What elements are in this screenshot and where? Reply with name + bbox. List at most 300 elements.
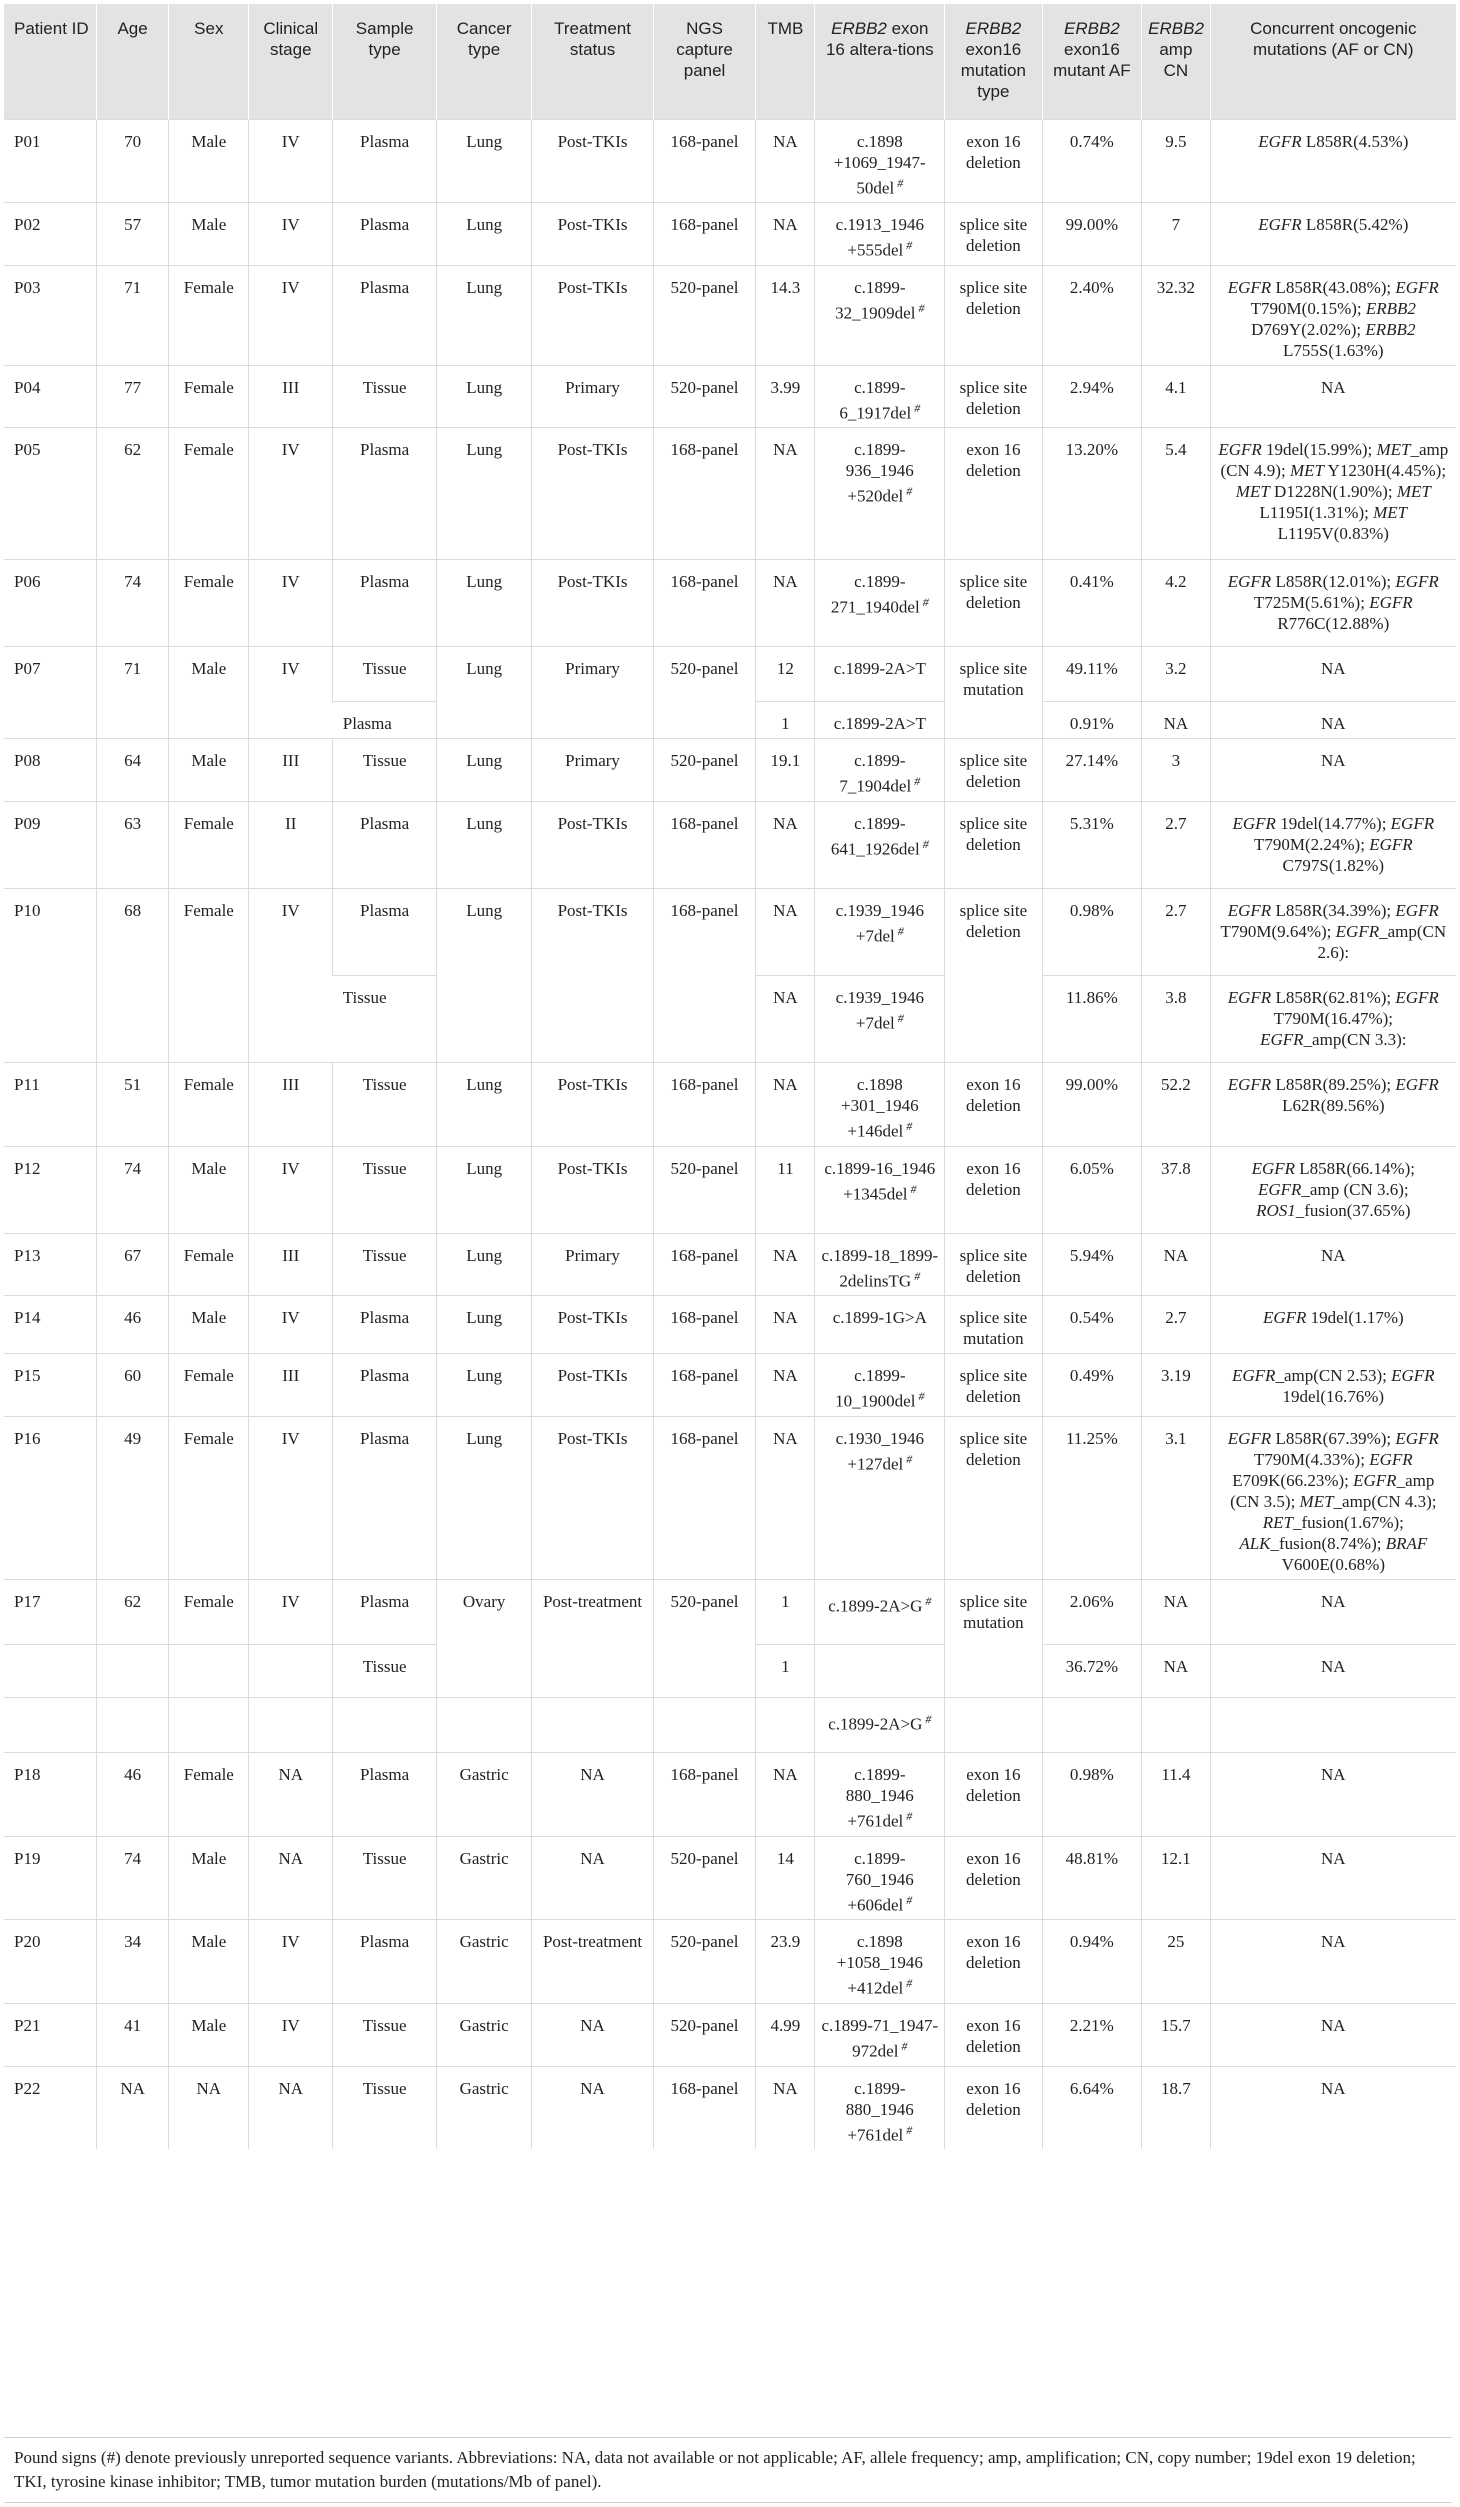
concurrent-mutations-cell <box>1210 1354 1456 1417</box>
treatment-cell: Primary <box>532 739 653 802</box>
novel-variant-mark: # <box>894 175 904 190</box>
mutant-af-cell: 0.54% <box>1042 1296 1142 1354</box>
gene-name: EGFR <box>1227 1429 1272 1449</box>
mutation-text: _fusion(1.67%); <box>1292 1513 1404 1533</box>
amp-cn-cell: 37.8 <box>1142 1146 1210 1233</box>
stage-cell: III <box>249 739 333 802</box>
tmb-cell: 19.1 <box>756 739 815 802</box>
concurrent-mutations-cell: NA <box>1210 702 1456 739</box>
concurrent-mutations-cell <box>1210 203 1456 266</box>
panel-cell: 520-panel <box>653 1146 756 1233</box>
treatment-cell: NA <box>532 1836 653 1920</box>
gene-name: BRAF <box>1385 1534 1428 1554</box>
alteration-cell <box>815 1063 945 1147</box>
alteration-text: c.1899-880_1946 +761del <box>845 2078 914 2145</box>
alteration-cell <box>815 1920 945 2004</box>
mutation-text: L1195V(0.83%) <box>1277 524 1389 544</box>
patient-id-cell: P04 <box>4 365 96 428</box>
age-cell: 60 <box>96 1354 169 1417</box>
gene-name: EGFR <box>1395 277 1439 297</box>
mutation-text: T790M(4.33%); <box>1253 1450 1370 1470</box>
age-cell: 71 <box>96 265 169 365</box>
concurrent-mutations-cell: NA <box>1210 1580 1456 1645</box>
novel-variant-mark: # <box>911 774 921 789</box>
mutation-type-cell: exon 16 deletion <box>945 2066 1042 2149</box>
mutation-text: L858R(62.81%); <box>1271 988 1396 1008</box>
sex-cell: Female <box>169 1233 249 1296</box>
cancer-type-cell: Lung <box>436 265 531 365</box>
mutation-type-cell: splice site mutation <box>945 1580 1042 1698</box>
amp-cn-cell: 3.2 <box>1142 647 1210 702</box>
header-concurrent-mutations: Concurrent oncogenic mutations (AF or CN) <box>1210 4 1456 119</box>
cancer-type-cell: Lung <box>436 119 531 203</box>
panel-cell: 168-panel <box>653 802 756 889</box>
age-cell: 41 <box>96 2004 169 2067</box>
novel-variant-mark: # <box>922 1712 932 1727</box>
alteration-cell <box>815 1354 945 1417</box>
table-row <box>4 1698 1456 1753</box>
age-cell: 62 <box>96 428 169 560</box>
sex-cell: Male <box>169 1146 249 1233</box>
novel-variant-mark: # <box>894 924 904 939</box>
patient-id-cell: P05 <box>4 428 96 560</box>
novel-variant-mark: # <box>903 1809 913 1824</box>
amp-cn-cell: 9.5 <box>1142 119 1210 203</box>
novel-variant-mark: # <box>903 1452 913 1467</box>
alteration-cell <box>815 560 945 647</box>
stage-cell: IV <box>249 889 333 1063</box>
gene-name: EGFR <box>1335 922 1380 942</box>
alteration-text: c.1899-16_1946 +1345del <box>824 1158 936 1204</box>
mutation-text: _amp (CN 3.6); <box>1301 1179 1409 1199</box>
alteration-text: c.1899-18_1899-2delinsTG <box>821 1245 939 1291</box>
mutation-text: _fusion(37.65%) <box>1295 1200 1411 1220</box>
table-row <box>4 2004 1456 2067</box>
panel-cell: 168-panel <box>653 203 756 266</box>
mutant-af-cell: 2.06% <box>1042 1580 1142 1645</box>
gene-name: EGFR <box>1227 988 1272 1008</box>
table-row <box>4 1063 1456 1147</box>
treatment-cell: Post-TKIs <box>532 560 653 647</box>
header-gene: ERBB2 <box>1064 19 1120 38</box>
mutant-af-cell: 36.72% <box>1042 1645 1142 1698</box>
alteration-cell <box>815 265 945 365</box>
gene-name: ERBB2 <box>1365 298 1416 318</box>
header-sex: Sex <box>169 4 249 119</box>
concurrent-mutations-cell: NA <box>1210 2066 1456 2149</box>
tmb-cell: NA <box>756 1063 815 1147</box>
patient-id-cell: P13 <box>4 1233 96 1296</box>
table-row <box>4 428 1456 560</box>
sample-type-cell: Plasma <box>333 119 437 203</box>
age-cell: 62 <box>96 1580 169 1645</box>
novel-variant-mark: # <box>903 1119 913 1134</box>
gene-name: EGFR <box>1353 1471 1397 1491</box>
patient-id-cell: P16 <box>4 1417 96 1580</box>
patient-id-cell: P02 <box>4 203 96 266</box>
amp-cn-cell: 2.7 <box>1142 889 1210 976</box>
sex-cell: Male <box>169 739 249 802</box>
gene-name: RET <box>1262 1513 1293 1533</box>
sex-cell: Female <box>169 889 249 1063</box>
mutation-text: L755S(1.63%) <box>1283 340 1384 360</box>
gene-name: EGFR <box>1260 1030 1304 1050</box>
panel-cell: 520-panel <box>653 647 756 739</box>
mutation-text: T790M(9.64%); <box>1220 922 1336 942</box>
sample-type-cell: Tissue <box>333 1645 437 1698</box>
mutant-af-cell <box>1042 1698 1142 1753</box>
novel-variant-mark: # <box>922 1594 932 1609</box>
sex-cell: Female <box>169 1417 249 1580</box>
sex-cell: Male <box>169 203 249 266</box>
stage-cell <box>249 1645 333 1698</box>
cancer-type-cell: Lung <box>436 739 531 802</box>
tmb-cell: NA <box>756 1296 815 1354</box>
age-cell: 34 <box>96 1920 169 2004</box>
mutant-af-cell: 0.41% <box>1042 560 1142 647</box>
novel-variant-mark: # <box>898 2039 908 2054</box>
patient-id-cell <box>4 1645 96 1698</box>
sex-cell <box>169 1698 249 1753</box>
sex-cell: Male <box>169 1836 249 1920</box>
alteration-text: c.1898 +1058_1946 +412del <box>836 1932 923 1999</box>
mutation-text: _amp(CN 2.53); <box>1275 1366 1392 1386</box>
alteration-text: c.1899-2A>G <box>828 1596 923 1616</box>
patient-id-cell: P19 <box>4 1836 96 1920</box>
amp-cn-cell <box>1142 1698 1210 1753</box>
alteration-text: c.1899-936_1946 +520del <box>845 440 914 507</box>
cancer-type-cell: Lung <box>436 1296 531 1354</box>
cancer-type-cell: Lung <box>436 1417 531 1580</box>
table-row <box>4 1146 1456 1233</box>
panel-cell: 520-panel <box>653 1920 756 2004</box>
alteration-text: c.1899-10_1900del <box>835 1366 916 1412</box>
sample-type-cell: Plasma <box>333 203 437 266</box>
mutant-af-cell: 49.11% <box>1042 647 1142 702</box>
table-row <box>4 1296 1456 1354</box>
novel-variant-mark: # <box>915 1389 925 1404</box>
table-body <box>4 119 1456 2149</box>
cancer-type-cell: Gastric <box>436 1753 531 1837</box>
gene-name: MET <box>1396 482 1431 502</box>
sex-cell <box>169 1645 249 1698</box>
sample-type-cell: Plasma <box>333 1753 437 1837</box>
age-cell: 77 <box>96 365 169 428</box>
age-cell: NA <box>96 2066 169 2149</box>
tmb-cell: 14 <box>756 1836 815 1920</box>
novel-variant-mark: # <box>903 1892 913 1907</box>
sample-type-cell: Tissue <box>333 1146 437 1233</box>
mutant-af-cell: 2.94% <box>1042 365 1142 428</box>
age-cell: 74 <box>96 1836 169 1920</box>
alteration-text: c.1899-880_1946 +761del <box>845 1765 914 1831</box>
tmb-cell: NA <box>756 1233 815 1296</box>
alteration-cell <box>815 1296 945 1354</box>
age-cell: 57 <box>96 203 169 266</box>
alteration-text: c.1898 +1069_1947-50del <box>833 131 926 198</box>
tmb-cell: 1 <box>756 702 815 739</box>
panel-cell: 520-panel <box>653 265 756 365</box>
table-row <box>4 889 1456 976</box>
panel-cell: 168-panel <box>653 1233 756 1296</box>
header-amp-cn <box>1142 4 1210 119</box>
alteration-text: c.1899-2A>G <box>828 1714 923 1734</box>
novel-variant-mark: # <box>919 595 929 610</box>
mutation-type-cell: exon 16 deletion <box>945 1063 1042 1147</box>
mutation-type-cell <box>945 1698 1042 1753</box>
panel-cell <box>653 1698 756 1753</box>
age-cell: 74 <box>96 1146 169 1233</box>
cancer-type-cell: Lung <box>436 1354 531 1417</box>
header-exon16-alterations <box>815 4 945 119</box>
cancer-type-cell: Gastric <box>436 2066 531 2149</box>
stage-cell: III <box>249 1354 333 1417</box>
stage-cell: IV <box>249 647 333 739</box>
mutation-type-cell: exon 16 deletion <box>945 1836 1042 1920</box>
stage-cell: IV <box>249 265 333 365</box>
patient-id-cell: P21 <box>4 2004 96 2067</box>
panel-cell: 168-panel <box>653 1063 756 1147</box>
gene-name: EGFR <box>1258 215 1302 235</box>
mutation-text: _amp (CN 4.9); <box>1220 440 1449 481</box>
table-row <box>4 647 1456 702</box>
mutant-af-cell: 0.98% <box>1042 889 1142 976</box>
sex-cell: Male <box>169 647 249 739</box>
concurrent-mutations-cell <box>1210 1698 1456 1753</box>
gene-name: EGFR <box>1227 277 1272 297</box>
age-cell: 46 <box>96 1753 169 1837</box>
header-gene: ERBB2 <box>831 19 887 38</box>
mutation-text: L858R(43.08%); <box>1271 277 1396 297</box>
stage-cell: III <box>249 365 333 428</box>
tmb-cell: NA <box>756 1417 815 1580</box>
gene-name: EGFR <box>1262 1308 1307 1328</box>
alteration-cell <box>815 802 945 889</box>
patient-id-cell: P11 <box>4 1063 96 1147</box>
mutant-af-cell: 99.00% <box>1042 203 1142 266</box>
amp-cn-cell: 11.4 <box>1142 1753 1210 1837</box>
concurrent-mutations-cell <box>1210 1146 1456 1233</box>
patient-id-cell: P08 <box>4 739 96 802</box>
table-row <box>4 739 1456 802</box>
mutation-text: V600E(0.68%) <box>1281 1555 1385 1575</box>
sample-type-cell: Tissue <box>333 365 437 428</box>
table-row <box>4 560 1456 647</box>
alteration-text: c.1913_1946 +555del <box>835 215 924 260</box>
patient-id-cell: P07 <box>4 647 96 739</box>
tmb-cell: 23.9 <box>756 1920 815 2004</box>
concurrent-mutations-cell: NA <box>1210 2004 1456 2067</box>
alteration-text: c.1939_1946 +7del <box>835 901 924 946</box>
mutation-type-cell: splice site mutation <box>945 1296 1042 1354</box>
patient-id-cell: P01 <box>4 119 96 203</box>
patient-id-cell: P10 <box>4 889 96 1063</box>
concurrent-mutations-cell <box>1210 889 1456 976</box>
stage-cell <box>249 1698 333 1753</box>
age-cell: 49 <box>96 1417 169 1580</box>
alteration-cell <box>815 1146 945 1233</box>
novel-variant-mark: # <box>903 2122 913 2137</box>
age-cell: 46 <box>96 1296 169 1354</box>
gene-name: EGFR <box>1395 901 1439 921</box>
gene-name: EGFR <box>1227 572 1272 592</box>
cancer-type-cell: Lung <box>436 1063 531 1147</box>
concurrent-mutations-cell: NA <box>1210 1645 1456 1698</box>
alteration-text: c.1899-6_1917del <box>839 377 912 423</box>
cancer-type-cell: Lung <box>436 647 531 739</box>
mutant-af-cell: 2.21% <box>1042 2004 1142 2067</box>
gene-name: EGFR <box>1258 131 1302 151</box>
treatment-cell: NA <box>532 2004 653 2067</box>
amp-cn-cell: 4.2 <box>1142 560 1210 647</box>
alteration-text: c.1898 +301_1946 +146del <box>841 1075 919 1141</box>
panel-cell: 520-panel <box>653 365 756 428</box>
panel-cell: 168-panel <box>653 2066 756 2149</box>
alteration-text: c.1899-71_1947-972del <box>821 2016 939 2061</box>
sample-type-cell: Tissue <box>333 647 437 702</box>
table-row <box>4 802 1456 889</box>
amp-cn-cell: 2.7 <box>1142 802 1210 889</box>
treatment-cell: NA <box>532 2066 653 2149</box>
mutation-text: 19del(15.99%); <box>1261 440 1377 460</box>
mutation-text: C797S(1.82%) <box>1282 856 1385 876</box>
alteration-text: c.1899-2A>T <box>833 659 926 679</box>
alteration-cell <box>815 739 945 802</box>
mutation-type-cell: exon 16 deletion <box>945 119 1042 203</box>
header-text: exon16 mutation type <box>960 40 1026 101</box>
mutation-type-cell: exon 16 deletion <box>945 1920 1042 2004</box>
gene-name: EGFR <box>1391 1366 1435 1386</box>
treatment-cell: Post-TKIs <box>532 428 653 560</box>
mutation-text: 19del(14.77%); <box>1275 814 1391 834</box>
concurrent-mutations-cell: NA <box>1210 1920 1456 2004</box>
concurrent-mutations-cell: NA <box>1210 365 1456 428</box>
tmb-cell: NA <box>756 2066 815 2149</box>
panel-cell: 520-panel <box>653 739 756 802</box>
cancer-type-cell: Ovary <box>436 1580 531 1698</box>
concurrent-mutations-cell: NA <box>1210 647 1456 702</box>
alteration-cell <box>815 1836 945 1920</box>
cancer-type-cell: Gastric <box>436 2004 531 2067</box>
stage-cell: IV <box>249 1146 333 1233</box>
novel-variant-mark: # <box>903 1976 913 1991</box>
mutant-af-cell: 48.81% <box>1042 1836 1142 1920</box>
mutation-text: L1195I(1.31%); <box>1259 503 1374 523</box>
sex-cell: Male <box>169 1920 249 2004</box>
stage-cell: NA <box>249 1836 333 1920</box>
concurrent-mutations-cell <box>1210 119 1456 203</box>
alteration-cell <box>815 203 945 266</box>
header-text: exon 16 altera-tions <box>825 19 934 59</box>
age-cell: 67 <box>96 1233 169 1296</box>
alteration-cell <box>815 428 945 560</box>
amp-cn-cell: NA <box>1142 702 1210 739</box>
mutation-text: 19del(1.17%) <box>1306 1308 1404 1328</box>
stage-cell: IV <box>249 203 333 266</box>
gene-name: EGFR <box>1218 440 1262 460</box>
gene-name: EGFR <box>1395 988 1439 1008</box>
sample-type-cell: Tissue <box>333 1836 437 1920</box>
mutation-text: L62R(89.56%) <box>1282 1096 1385 1116</box>
treatment-cell: Post-TKIs <box>532 1063 653 1147</box>
panel-cell: 168-panel <box>653 560 756 647</box>
stage-cell: IV <box>249 1296 333 1354</box>
gene-name: EGFR <box>1395 1075 1439 1095</box>
table-row <box>4 265 1456 365</box>
treatment-cell: Post-treatment <box>532 1920 653 2004</box>
tmb-cell: 4.99 <box>756 2004 815 2067</box>
alteration-cell <box>815 2066 945 2149</box>
sex-cell: Female <box>169 1354 249 1417</box>
stage-cell: III <box>249 1063 333 1147</box>
cancer-type-cell: Lung <box>436 889 531 1063</box>
panel-cell: 168-panel <box>653 1753 756 1837</box>
alteration-cell <box>815 1417 945 1580</box>
treatment-cell <box>532 1698 653 1753</box>
alteration-cell <box>815 976 945 1063</box>
mutation-text: R776C(12.88%) <box>1277 614 1390 634</box>
sex-cell: Female <box>169 265 249 365</box>
gene-name: MET <box>1289 461 1324 481</box>
sample-type-cell: Plasma <box>333 702 437 739</box>
amp-cn-cell: 5.4 <box>1142 428 1210 560</box>
gene-name: ALK <box>1239 1534 1271 1554</box>
stage-cell: IV <box>249 1580 333 1645</box>
concurrent-mutations-cell: NA <box>1210 1233 1456 1296</box>
mutation-text: L858R(34.39%); <box>1271 901 1396 921</box>
gene-name: MET <box>1373 503 1408 523</box>
sample-type-cell: Plasma <box>333 1580 437 1645</box>
table-row <box>4 119 1456 203</box>
sex-cell: Female <box>169 1580 249 1645</box>
sex-cell: NA <box>169 2066 249 2149</box>
novel-variant-mark: # <box>903 484 913 499</box>
mutation-text: 19del(16.76%) <box>1282 1387 1385 1407</box>
alteration-cell <box>815 1233 945 1296</box>
panel-cell: 168-panel <box>653 889 756 1063</box>
mutant-af-cell: 6.64% <box>1042 2066 1142 2149</box>
mutation-text: E709K(66.23%); <box>1232 1471 1354 1491</box>
patient-id-cell <box>4 1698 96 1753</box>
stage-cell: III <box>249 1233 333 1296</box>
cancer-type-cell: Lung <box>436 1233 531 1296</box>
mutation-text: T790M(16.47%); <box>1273 1009 1394 1029</box>
panel-cell: 168-panel <box>653 1354 756 1417</box>
alteration-text: c.1899-32_1909del <box>835 277 916 323</box>
tmb-cell: NA <box>756 802 815 889</box>
table-footnote: Pound signs (#) denote previously unreported sequence variants. Abbreviations: NA, data not available or not applicable; AF, allele frequency; amp, amplification; CN, copy number; 19del exon 19 deletion; TKI, tyrosine kinase inhibitor; TMB, tumor mutation burden (mutations/Mb of panel). <box>4 2437 1452 2503</box>
header-row <box>4 4 1456 119</box>
patient-id-cell: P12 <box>4 1146 96 1233</box>
gene-name: EGFR <box>1232 814 1276 834</box>
mutant-af-cell: 0.49% <box>1042 1354 1142 1417</box>
amp-cn-cell: 3.1 <box>1142 1417 1210 1580</box>
gene-name: EGFR <box>1227 1075 1272 1095</box>
novel-variant-mark: # <box>911 1268 921 1283</box>
treatment-cell: Post-TKIs <box>532 1296 653 1354</box>
stage-cell: IV <box>249 428 333 560</box>
treatment-cell: Primary <box>532 365 653 428</box>
amp-cn-cell: 3 <box>1142 739 1210 802</box>
patient-id-cell: P09 <box>4 802 96 889</box>
age-cell: 74 <box>96 560 169 647</box>
alteration-text: c.1899-271_1940del <box>830 572 920 618</box>
mutation-text: T790M(2.24%); <box>1253 835 1370 855</box>
mutation-text: L858R(4.53%) <box>1301 131 1409 151</box>
sample-type-cell: Plasma <box>333 1296 437 1354</box>
alteration-text: c.1899-2A>T <box>833 714 926 734</box>
novel-variant-mark: # <box>919 837 929 852</box>
